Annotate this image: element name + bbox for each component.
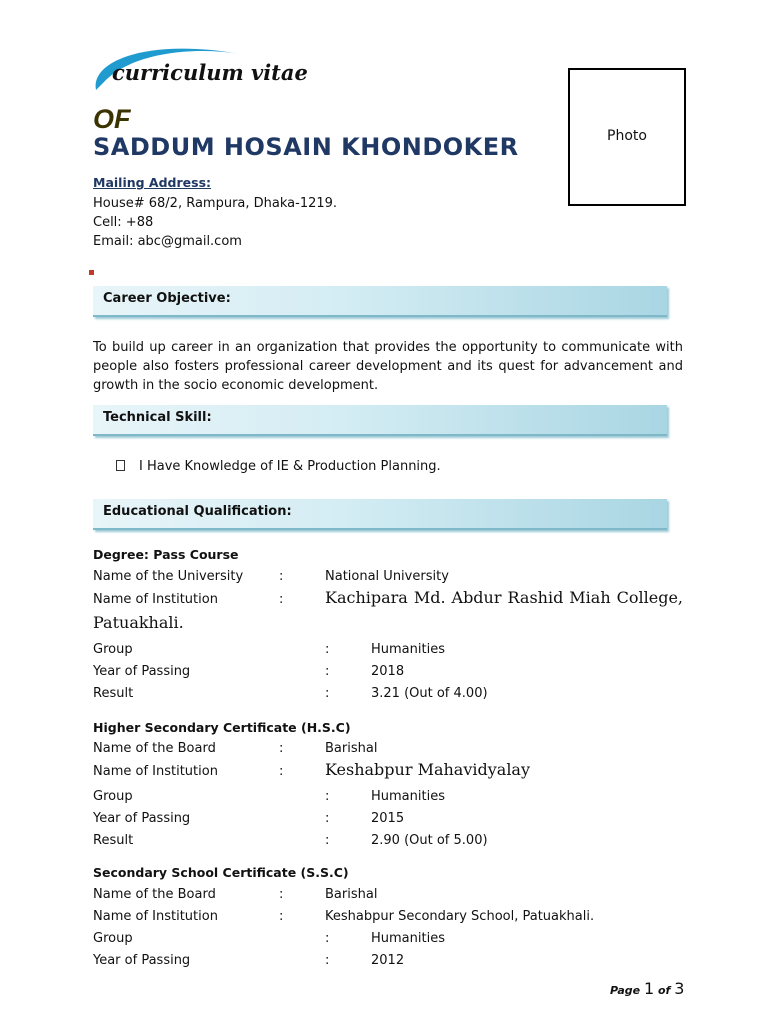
row-value: 3.21 (Out of 4.00) — [371, 686, 488, 701]
email-line: Email: abc@gmail.com — [93, 234, 242, 249]
address-line: House# 68/2, Rampura, Dhaka-1219. — [93, 196, 338, 211]
row-value: Humanities — [371, 931, 445, 946]
photo-placeholder — [568, 68, 686, 206]
of-word: of — [658, 984, 671, 997]
hsc-institution-row — [93, 760, 683, 784]
row-value: Keshabpur Mahavidyalay — [325, 760, 531, 779]
technical-skill-section — [93, 405, 667, 436]
degree-title: Degree: Pass Course — [93, 547, 239, 562]
row-label: Name of Institution — [93, 592, 218, 607]
row-label: Name of the University — [93, 569, 244, 584]
row-label: Name of Institution — [93, 764, 218, 779]
hsc-group-row — [93, 789, 683, 809]
row-label: Result — [93, 686, 134, 701]
career-objective-section — [93, 286, 667, 317]
row-label: Name of the Board — [93, 741, 216, 756]
row-colon: : — [279, 887, 284, 902]
degree-institution-continued: Patuakhali. — [93, 613, 184, 632]
row-colon: : — [325, 686, 330, 701]
skill-item: I Have Knowledge of IE & Production Planning. — [139, 459, 441, 474]
page-indicator — [610, 979, 684, 998]
degree-university-row — [93, 569, 683, 589]
row-label: Year of Passing — [93, 664, 191, 679]
technical-skill-heading: Technical Skill: — [103, 410, 212, 425]
degree-group-row — [93, 642, 683, 662]
row-colon: : — [325, 789, 330, 804]
career-objective-text: To build up career in an organization that provides the opportunity to communicate with people also fosters professional career development and its quest for advancement and growth in the socio economic development. — [93, 340, 683, 393]
row-colon: : — [279, 741, 284, 756]
page-word: Page — [610, 984, 641, 997]
ssc-group-row — [93, 931, 683, 951]
row-value: National University — [325, 569, 449, 584]
row-label: Group — [93, 931, 133, 946]
row-colon: : — [279, 764, 284, 779]
row-colon: : — [325, 833, 330, 848]
row-value: 2.90 (Out of 5.00) — [371, 833, 488, 848]
ssc-year-row — [93, 953, 683, 973]
ssc-institution-row — [93, 909, 683, 929]
row-label: Name of Institution — [93, 909, 218, 924]
row-value: 2018 — [371, 664, 405, 679]
photo-label: Photo — [607, 128, 647, 144]
row-value: Barishal — [325, 741, 378, 756]
row-label: Year of Passing — [93, 953, 191, 968]
degree-result-row — [93, 686, 683, 706]
row-label: Group — [93, 642, 133, 657]
page-number: 1 — [643, 979, 655, 998]
row-colon: : — [325, 811, 330, 826]
row-value: Keshabpur Secondary School, Patuakhali. — [325, 909, 595, 924]
row-value: Kachipara Md. Abdur Rashid Miah College, — [325, 588, 683, 607]
bullet-icon — [116, 460, 125, 471]
hsc-year-row — [93, 811, 683, 831]
row-value: Humanities — [371, 789, 445, 804]
page-total: 3 — [674, 979, 685, 998]
ssc-title: Secondary School Certificate (S.S.C) — [93, 865, 349, 880]
row-label: Result — [93, 833, 134, 848]
ssc-board-row — [93, 887, 683, 907]
row-value: 2015 — [371, 811, 405, 826]
row-colon: : — [325, 664, 330, 679]
cell-line: Cell: +88 — [93, 215, 154, 230]
hsc-result-row — [93, 833, 683, 853]
red-marker — [89, 270, 94, 275]
row-label: Name of the Board — [93, 887, 216, 902]
row-label: Year of Passing — [93, 811, 191, 826]
logo-text: curriculum vitae — [112, 60, 308, 85]
education-section — [93, 499, 667, 530]
row-colon: : — [325, 931, 330, 946]
row-label: Group — [93, 789, 133, 804]
education-heading: Educational Qualification: — [103, 504, 292, 519]
of-label: OF — [93, 104, 131, 134]
row-colon: : — [325, 642, 330, 657]
hsc-title: Higher Secondary Certificate (H.S.C) — [93, 720, 351, 735]
degree-institution-row — [93, 588, 683, 611]
mailing-address-label: Mailing Address: — [93, 175, 212, 190]
row-value: Humanities — [371, 642, 445, 657]
row-value: 2012 — [371, 953, 405, 968]
row-value: Barishal — [325, 887, 378, 902]
row-colon: : — [279, 909, 284, 924]
row-colon: : — [279, 592, 284, 607]
candidate-name: SADDUM HOSAIN KHONDOKER — [93, 133, 519, 161]
degree-year-row — [93, 664, 683, 684]
row-colon: : — [325, 953, 330, 968]
career-objective-heading: Career Objective: — [103, 291, 231, 306]
hsc-board-row — [93, 741, 683, 761]
row-colon: : — [279, 569, 284, 584]
